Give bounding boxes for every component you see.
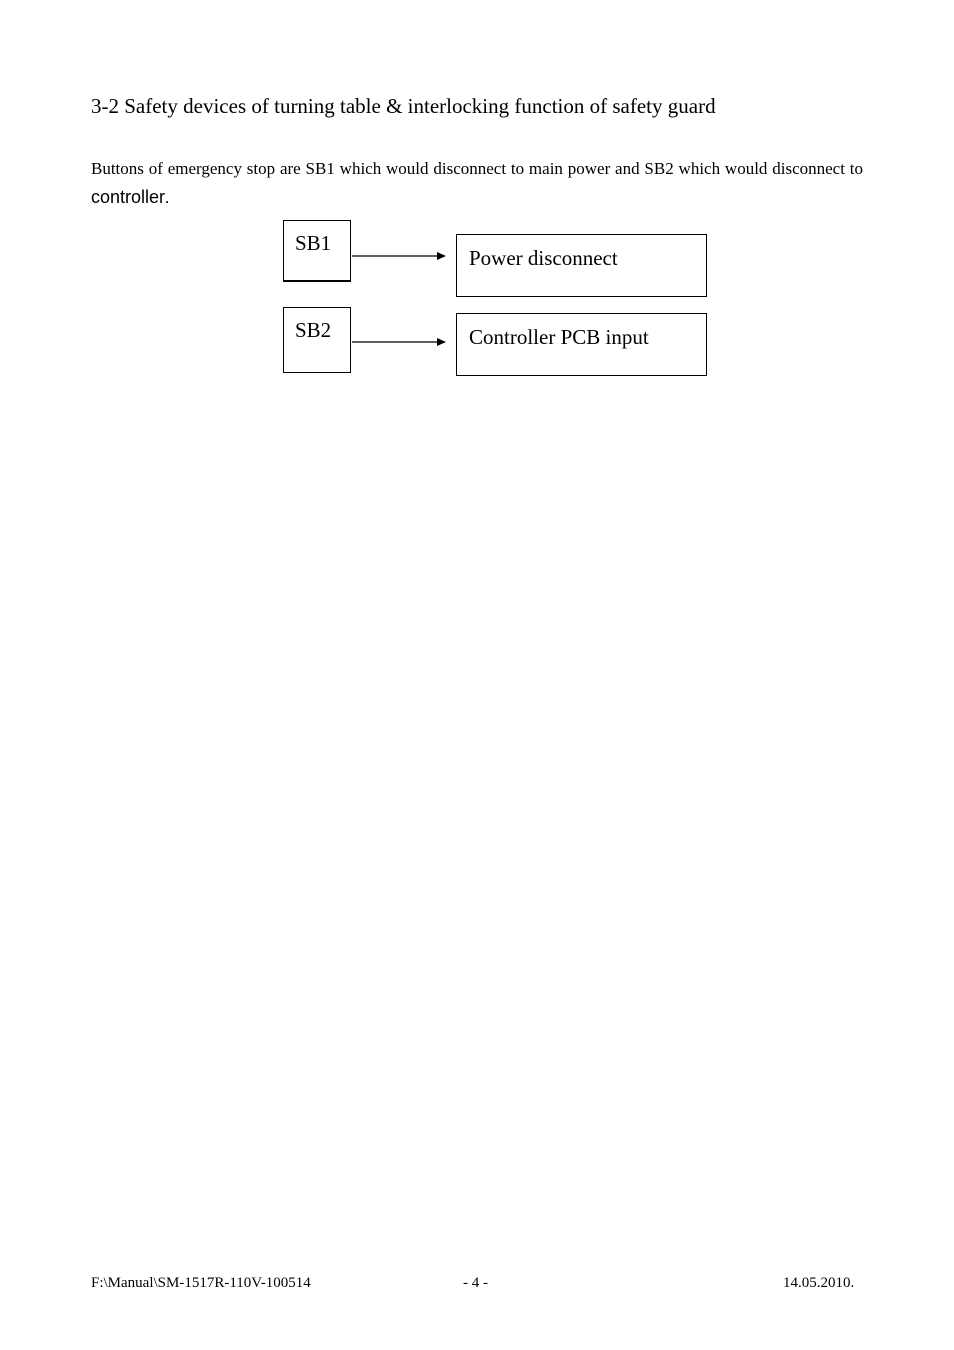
controller-input-label: Controller PCB input — [469, 325, 649, 349]
power-disconnect-label: Power disconnect — [469, 246, 618, 270]
footer-file-path: F:\Manual\SM-1517R-110V-100514 — [91, 1275, 311, 1291]
footer-page-number: - 4 - — [463, 1275, 488, 1291]
section-heading: 3-2 Safety devices of turning table & interlocking function of safety guard — [91, 94, 716, 118]
arrow-sb2-to-controller — [352, 338, 446, 346]
sb2-label: SB2 — [295, 318, 332, 342]
paragraph-end: . — [165, 188, 170, 207]
paragraph-text: Buttons of emergency stop are SB1 which would disconnect to main power and SB2 which would disconnect to — [91, 159, 863, 178]
arrow-sb1-to-power — [352, 252, 446, 260]
footer-date: 14.05.2010. — [783, 1275, 855, 1291]
paragraph-emphasis: controller — [91, 187, 166, 207]
sb1-label: SB1 — [295, 231, 332, 255]
